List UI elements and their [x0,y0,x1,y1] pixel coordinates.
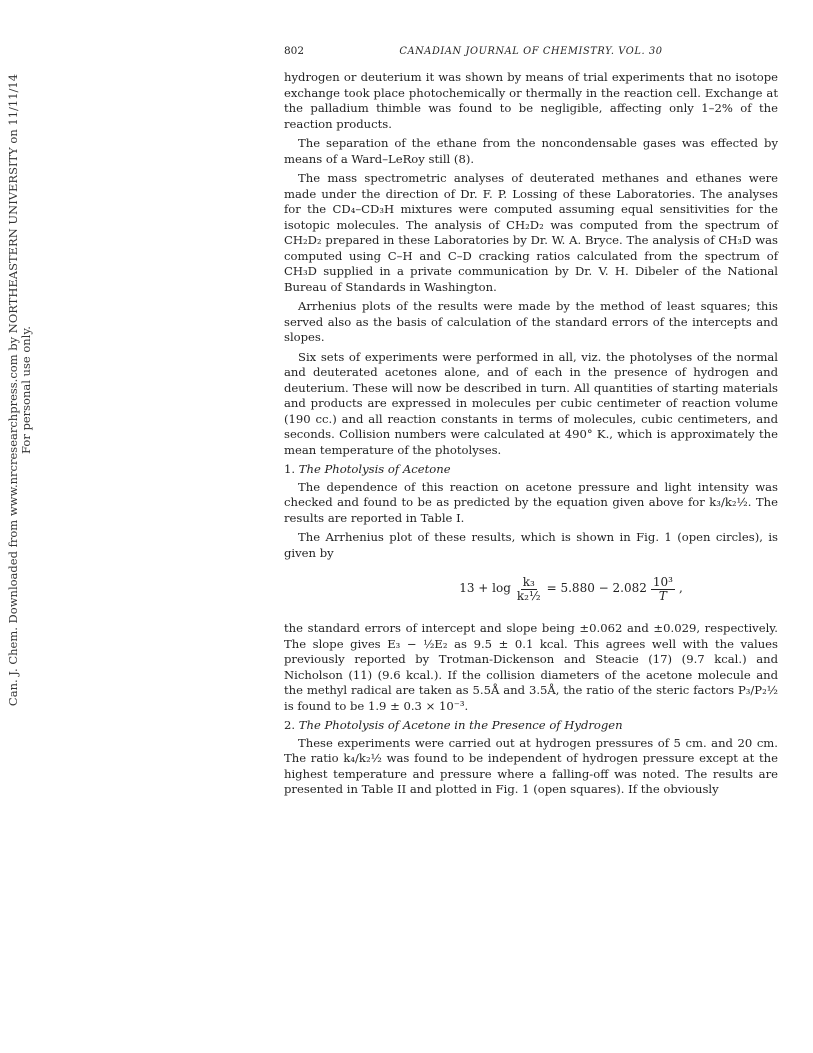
paragraph-arrhenius-plot: The Arrhenius plot of these results, which is shown in Fig. 1 (open circles), is given by [284,530,778,560]
equation-rhs-main: = 5.880 − 2.082 [546,581,647,596]
running-head [284,44,778,60]
equation-temp-numerator: 10³ [652,574,673,589]
download-notice [0,0,40,780]
paragraph-experiment-sets: Six sets of experiments were performed in all, viz. the photolyses of the normal and deuterated acetones alone, and of each in the presence of hydrogen and deuterium. These will now be described in turn. All quantities of starting materials and products are expressed in molecules per cubic centimeter of reaction volume (190 cc.) and all reaction constants in terms of molecules, cubic centimeters, and seconds. Collision numbers were calculated at 490° K., which is approximately the mean temperature of the photolyses. [284,349,778,457]
download-notice-text [7,74,33,706]
section-number-1: 1. [284,462,296,476]
page-number: 802 [284,45,305,57]
section-title-1: The Photolysis of Acetone [298,462,451,476]
equation-trailing-comma: , [678,581,683,596]
equation-rate-ratio [515,576,543,603]
equation-ratio-denominator: k₂½ [516,588,541,603]
section-title-2: The Photolysis of Acetone in the Presence of Hydrogen [298,718,623,732]
paragraph-arrhenius-method: Arrhenius plots of the results were made by the method of least squares; this served also as the basis of calculation of the standard errors of the intercepts and slopes. [284,299,778,344]
download-notice-line-1: Can. J. Chem. Downloaded from www.nrcresearchpress.com by NORTHEASTERN UNIVERSITY on 11/11/14 [6,73,20,707]
journal-title: CANADIAN JOURNAL OF CHEMISTRY. VOL. 30 [399,46,663,57]
paragraph-isotope-exchange: hydrogen or deuterium it was shown by means of trial experiments that no isotope exchange took place photochemically or thermally in the reaction cell. Exchange at the palladium thimble was found to be negligible, affecting only 1–2% of the reaction products. [284,70,778,131]
page-body [284,44,778,802]
download-notice-line-2: For personal use only. [19,326,33,454]
equation-ratio-numerator: k₃ [522,574,535,589]
paragraph-standard-errors: the standard errors of intercept and slope being ±0.062 and ±0.029, respectively. The slope gives E₃ − ½E₂ as 9.5 ± 0.1 kcal. This agrees well with the values previously reported by Trotman-Dickenson and Steacie (17) (9.7 kcal.) and Nicholson (11) (9.6 kcal.). If the collision diameters of the acetone molecule and the methyl radical are taken as 5.5Å and 3.5Å, the ratio of the steric factors P₃/P₂½ is found to be 1.9 ± 0.3 × 10⁻³. [284,621,778,713]
paragraph-ethane-separation: The separation of the ethane from the noncondensable gases was effected by means of a Ward–LeRoy still (8). [284,136,778,166]
equation-temperature-term [651,576,675,603]
section-number-2: 2. [284,718,296,732]
paragraph-mass-spectrometric: The mass spectrometric analyses of deuterated methanes and ethanes were made under the direction of Dr. F. P. Lossing of these Laboratories. The analyses for the CD₄–CD₃H mixtures were computed assuming equal sensitivities for the isotopic molecules. The analysis of CH₂D₂ was computed from the spectrum of CH₂D₂ prepared in these Laboratories by Dr. W. A. Bryce. The analysis of CH₃D was computed using C–H and C–D cracking ratios calculated from the spectrum of CH₃D supplied in a private communication by Dr. V. H. Dibeler of the National Bureau of Standards in Washington. [284,171,778,294]
paragraph-acetone-dependence: The dependence of this reaction on acetone pressure and light intensity was checked and found to be as predicted by the equation given above for k₃/k₂½. The results are reported in Table I. [284,479,778,525]
equation-lhs-prefix: 13 + log [459,581,511,596]
equation-temp-denominator: T [658,588,667,603]
arrhenius-equation [364,569,778,609]
section-heading-2 [284,718,778,734]
section-heading-1 [284,462,778,478]
paragraph-hydrogen-experiments: These experiments were carried out at hydrogen pressures of 5 cm. and 20 cm. The ratio k₄/k₂½ was found to be independent of hydrogen pressure except at the highest temperature and pressure where a falling-off was noted. The results are presented in Table II and plotted in Fig. 1 (open squares). If the obviously [284,735,778,796]
